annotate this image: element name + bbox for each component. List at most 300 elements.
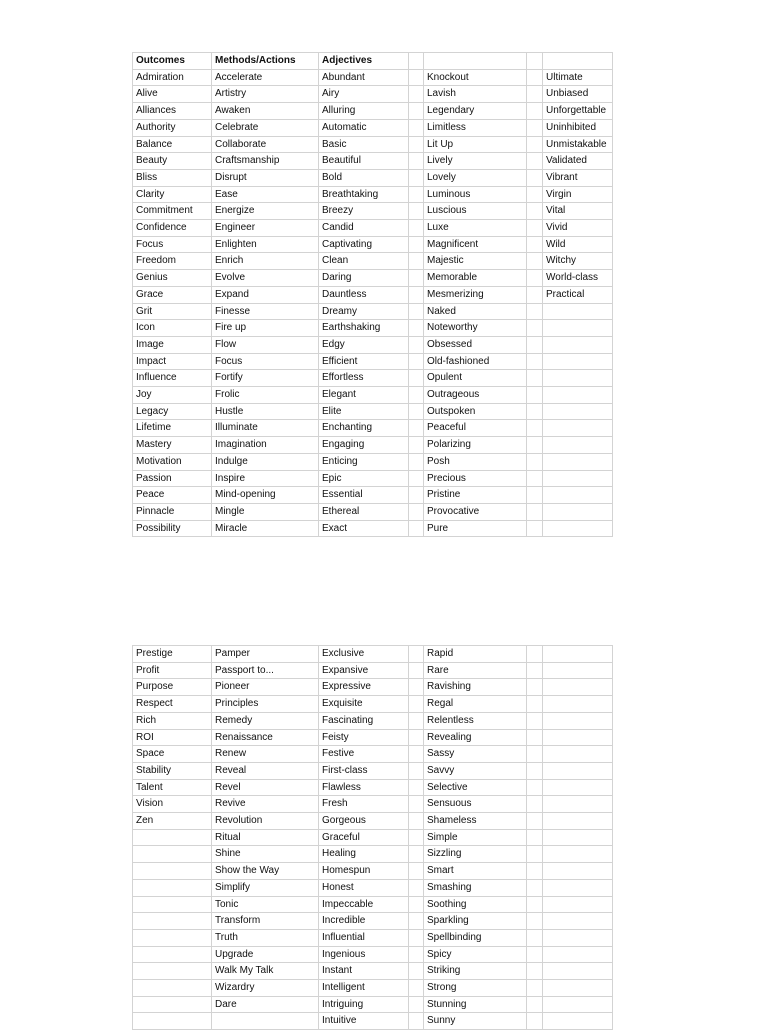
table-cell (409, 779, 424, 796)
table-cell (409, 503, 424, 520)
table-cell: Bliss (133, 169, 212, 186)
table-cell (527, 303, 543, 320)
table-cell: Enticing (319, 453, 409, 470)
table-cell: Lavish (424, 86, 527, 103)
table-cell: Breathtaking (319, 186, 409, 203)
table-cell: Unforgettable (543, 103, 613, 120)
table-cell (409, 169, 424, 186)
table-cell: Soothing (424, 896, 527, 913)
table-cell: Luminous (424, 186, 527, 203)
table-cell (409, 879, 424, 896)
table-cell (409, 796, 424, 813)
table-cell (527, 169, 543, 186)
table-row (133, 846, 613, 863)
table-cell (543, 370, 613, 387)
table-cell: Unbiased (543, 86, 613, 103)
table-cell: Commitment (133, 203, 212, 220)
table-cell: Festive (319, 746, 409, 763)
table-cell (409, 353, 424, 370)
table-cell (133, 996, 212, 1013)
table-row (133, 996, 613, 1013)
table-cell: Indulge (212, 453, 319, 470)
table-cell: Provocative (424, 503, 527, 520)
table-cell (409, 69, 424, 86)
table-cell: Fresh (319, 796, 409, 813)
table-cell: Spicy (424, 946, 527, 963)
table-cell (527, 119, 543, 136)
table-cell (409, 980, 424, 997)
table-cell (527, 996, 543, 1013)
table-cell: Possibility (133, 520, 212, 537)
table-cell (409, 136, 424, 153)
table-cell (409, 203, 424, 220)
table-cell (409, 437, 424, 454)
table-cell (527, 896, 543, 913)
table-cell (527, 813, 543, 830)
table-cell (409, 646, 424, 663)
table-row (133, 420, 613, 437)
table-row (133, 913, 613, 930)
table-cell: Outspoken (424, 403, 527, 420)
table-cell: Collaborate (212, 136, 319, 153)
table-cell: Walk My Talk (212, 963, 319, 980)
table-cell (543, 896, 613, 913)
table-cell (133, 896, 212, 913)
table-cell (409, 420, 424, 437)
table-cell: Sunny (424, 1013, 527, 1030)
table-cell: Rapid (424, 646, 527, 663)
table-row (133, 320, 613, 337)
table-cell: Effortless (319, 370, 409, 387)
table-cell: Shine (212, 846, 319, 863)
table-cell: Finesse (212, 303, 319, 320)
table-cell: Space (133, 746, 212, 763)
table-cell (543, 779, 613, 796)
table-cell: Selective (424, 779, 527, 796)
table-row (133, 762, 613, 779)
table-cell (527, 662, 543, 679)
table-cell: Lit Up (424, 136, 527, 153)
table-cell: Disrupt (212, 169, 319, 186)
table-cell: Alliances (133, 103, 212, 120)
table-cell: Mesmerizing (424, 286, 527, 303)
table-cell: ROI (133, 729, 212, 746)
table-cell: Earthshaking (319, 320, 409, 337)
table-cell (133, 1013, 212, 1030)
table-cell (409, 487, 424, 504)
table-row (133, 270, 613, 287)
table-cell: Beauty (133, 153, 212, 170)
table-cell (409, 896, 424, 913)
table-cell: Energize (212, 203, 319, 220)
table-cell (527, 320, 543, 337)
table-cell (409, 813, 424, 830)
table-cell (527, 136, 543, 153)
table-cell (409, 320, 424, 337)
table-cell: Wild (543, 236, 613, 253)
table-cell (527, 336, 543, 353)
table-row (133, 203, 613, 220)
table-cell (527, 103, 543, 120)
table-cell: Alive (133, 86, 212, 103)
table-cell (543, 336, 613, 353)
table-cell (527, 286, 543, 303)
table-cell (543, 762, 613, 779)
table-row (133, 103, 613, 120)
table-cell: Beautiful (319, 153, 409, 170)
table-row (133, 336, 613, 353)
table-cell (543, 453, 613, 470)
table-cell (543, 829, 613, 846)
table-cell (133, 929, 212, 946)
table-cell (527, 746, 543, 763)
table-row (133, 980, 613, 997)
table-cell (409, 696, 424, 713)
table-cell: Feisty (319, 729, 409, 746)
table-cell (409, 712, 424, 729)
table-cell: Engaging (319, 437, 409, 454)
table-row (133, 353, 613, 370)
table-cell (133, 980, 212, 997)
table-cell: Breezy (319, 203, 409, 220)
table-cell (409, 119, 424, 136)
table-cell: Mastery (133, 437, 212, 454)
table-cell (527, 846, 543, 863)
table-cell: First-class (319, 762, 409, 779)
table-row (133, 696, 613, 713)
table-cell: Frolic (212, 387, 319, 404)
table-cell: Dauntless (319, 286, 409, 303)
table-cell (543, 846, 613, 863)
table-cell: Virgin (543, 186, 613, 203)
table-cell (527, 879, 543, 896)
table-cell (543, 403, 613, 420)
table-cell (409, 186, 424, 203)
table-cell: Ease (212, 186, 319, 203)
table-cell (133, 946, 212, 963)
table-cell: Principles (212, 696, 319, 713)
table-row (133, 186, 613, 203)
table-cell (527, 980, 543, 997)
table-cell (527, 913, 543, 930)
table-cell (543, 863, 613, 880)
table-cell (527, 646, 543, 663)
table-cell (133, 963, 212, 980)
table-cell: Talent (133, 779, 212, 796)
table-cell (409, 863, 424, 880)
table-header-row (133, 53, 613, 70)
table-cell: Revealing (424, 729, 527, 746)
table-row (133, 779, 613, 796)
table-cell: Graceful (319, 829, 409, 846)
table-cell: Revive (212, 796, 319, 813)
table-cell (409, 303, 424, 320)
table-cell: Craftsmanship (212, 153, 319, 170)
table-cell: Bold (319, 169, 409, 186)
table-cell: Captivating (319, 236, 409, 253)
table-cell (409, 387, 424, 404)
table-cell: Posh (424, 453, 527, 470)
table-cell: Polarizing (424, 437, 527, 454)
table-row (133, 303, 613, 320)
table-cell: Sensuous (424, 796, 527, 813)
table-cell (527, 679, 543, 696)
table-cell (543, 520, 613, 537)
table-row (133, 963, 613, 980)
table-cell: Vision (133, 796, 212, 813)
table-cell: Epic (319, 470, 409, 487)
table-cell (527, 220, 543, 237)
table-row (133, 236, 613, 253)
table-cell: Evolve (212, 270, 319, 287)
table-cell: Striking (424, 963, 527, 980)
table-cell: Flow (212, 336, 319, 353)
table-cell (409, 1013, 424, 1030)
table-cell: Vital (543, 203, 613, 220)
table-row (133, 387, 613, 404)
table-cell (527, 470, 543, 487)
table-cell: Knockout (424, 69, 527, 86)
table-row (133, 503, 613, 520)
table-cell (527, 403, 543, 420)
table-cell: Lifetime (133, 420, 212, 437)
table-cell: Focus (212, 353, 319, 370)
table-cell (409, 220, 424, 237)
table-row (133, 679, 613, 696)
table-cell (527, 153, 543, 170)
table-cell: Alluring (319, 103, 409, 120)
table-cell: Motivation (133, 453, 212, 470)
table-row (133, 796, 613, 813)
table-row (133, 879, 613, 896)
table-cell (527, 353, 543, 370)
column-header: Adjectives (319, 53, 409, 70)
table-cell: Uninhibited (543, 119, 613, 136)
table-cell (409, 403, 424, 420)
table-cell (543, 913, 613, 930)
table-cell: Sizzling (424, 846, 527, 863)
table-cell (543, 746, 613, 763)
table-cell: Balance (133, 136, 212, 153)
table-cell: Joy (133, 387, 212, 404)
column-header (543, 53, 613, 70)
table-row (133, 829, 613, 846)
table-cell (527, 253, 543, 270)
table-cell (543, 470, 613, 487)
table-cell: Luxe (424, 220, 527, 237)
table-cell: Artistry (212, 86, 319, 103)
table-cell: Smart (424, 863, 527, 880)
table-cell: Show the Way (212, 863, 319, 880)
table-cell (527, 186, 543, 203)
table-cell (527, 387, 543, 404)
table-cell: Validated (543, 153, 613, 170)
table-cell: Mind-opening (212, 487, 319, 504)
table-cell: Peace (133, 487, 212, 504)
table-cell (409, 520, 424, 537)
table-cell: Magnificent (424, 236, 527, 253)
table-cell: Vivid (543, 220, 613, 237)
table-cell: Lovely (424, 169, 527, 186)
table-cell (409, 929, 424, 946)
table-cell: Grace (133, 286, 212, 303)
table-cell: Miracle (212, 520, 319, 537)
table-cell: Ethereal (319, 503, 409, 520)
table-cell (409, 996, 424, 1013)
table-cell: Celebrate (212, 119, 319, 136)
table-cell: Simplify (212, 879, 319, 896)
table-cell (409, 370, 424, 387)
table-cell: Fire up (212, 320, 319, 337)
table-cell (409, 662, 424, 679)
table-cell: Illuminate (212, 420, 319, 437)
table-cell: Dare (212, 996, 319, 1013)
table-cell: Transform (212, 913, 319, 930)
table-row (133, 253, 613, 270)
table-cell (409, 729, 424, 746)
table-cell: Healing (319, 846, 409, 863)
table-cell (409, 103, 424, 120)
table-cell (527, 203, 543, 220)
table-cell (543, 963, 613, 980)
table-cell: Expressive (319, 679, 409, 696)
table-cell: Imagination (212, 437, 319, 454)
table-cell (212, 1013, 319, 1030)
table-cell: Genius (133, 270, 212, 287)
table-cell: Sparkling (424, 913, 527, 930)
column-header (409, 53, 424, 70)
table-cell (527, 863, 543, 880)
table-cell: Homespun (319, 863, 409, 880)
table-cell: Elite (319, 403, 409, 420)
table-cell: Ingenious (319, 946, 409, 963)
table-cell: Wizardry (212, 980, 319, 997)
table-cell: Engineer (212, 220, 319, 237)
table-cell (543, 487, 613, 504)
table-cell (527, 796, 543, 813)
table-cell (527, 929, 543, 946)
table-cell (527, 712, 543, 729)
table-cell: Elegant (319, 387, 409, 404)
table-cell (409, 679, 424, 696)
table-cell (133, 879, 212, 896)
table-cell: Image (133, 336, 212, 353)
table-cell (543, 387, 613, 404)
table-cell (133, 913, 212, 930)
word-table-2 (132, 645, 613, 1030)
table-cell: Awaken (212, 103, 319, 120)
table-cell (409, 470, 424, 487)
table-cell: Revolution (212, 813, 319, 830)
table-cell (543, 813, 613, 830)
table-row (133, 403, 613, 420)
table-cell: Legendary (424, 103, 527, 120)
table-cell: Shameless (424, 813, 527, 830)
table-row (133, 746, 613, 763)
table-cell: Renew (212, 746, 319, 763)
table-cell (409, 746, 424, 763)
table-cell: Pioneer (212, 679, 319, 696)
table-cell: Rich (133, 712, 212, 729)
table-cell: Honest (319, 879, 409, 896)
table-cell: Impeccable (319, 896, 409, 913)
table-row (133, 437, 613, 454)
table-cell: Stability (133, 762, 212, 779)
table-row (133, 896, 613, 913)
table-cell: Inspire (212, 470, 319, 487)
column-header: Outcomes (133, 53, 212, 70)
table-cell: Enchanting (319, 420, 409, 437)
table-cell (133, 846, 212, 863)
table-cell: Ravishing (424, 679, 527, 696)
table-cell (527, 779, 543, 796)
table-cell (543, 879, 613, 896)
table-cell: World-class (543, 270, 613, 287)
table-cell (409, 762, 424, 779)
table-cell: Incredible (319, 913, 409, 930)
table-cell: Tonic (212, 896, 319, 913)
table-cell: Passion (133, 470, 212, 487)
table-cell (409, 829, 424, 846)
table-row (133, 646, 613, 663)
table-cell: Old-fashioned (424, 353, 527, 370)
table-cell: Luscious (424, 203, 527, 220)
table-cell: Stunning (424, 996, 527, 1013)
table-cell: Zen (133, 813, 212, 830)
table-cell: Authority (133, 119, 212, 136)
word-table-1 (132, 52, 613, 537)
word-table-1-body (133, 53, 613, 537)
table-cell: Pristine (424, 487, 527, 504)
table-cell: Respect (133, 696, 212, 713)
table-cell: Noteworthy (424, 320, 527, 337)
table-cell (527, 270, 543, 287)
table-cell (543, 729, 613, 746)
table-cell: Regal (424, 696, 527, 713)
table-cell (527, 829, 543, 846)
table-cell (409, 286, 424, 303)
table-cell (409, 270, 424, 287)
table-cell (543, 303, 613, 320)
table-row (133, 220, 613, 237)
table-cell: Expansive (319, 662, 409, 679)
table-cell: Accelerate (212, 69, 319, 86)
table-cell: Reveal (212, 762, 319, 779)
table-cell (527, 520, 543, 537)
table-cell: Edgy (319, 336, 409, 353)
table-row (133, 470, 613, 487)
table-cell (133, 829, 212, 846)
table-cell: Pamper (212, 646, 319, 663)
table-cell: Basic (319, 136, 409, 153)
table-cell: Vibrant (543, 169, 613, 186)
table-cell: Intriguing (319, 996, 409, 1013)
table-cell (543, 946, 613, 963)
table-cell: Clarity (133, 186, 212, 203)
word-table-2-body (133, 646, 613, 1030)
table-cell: Admiration (133, 69, 212, 86)
table-row (133, 662, 613, 679)
table-cell (543, 796, 613, 813)
table-cell: Automatic (319, 119, 409, 136)
table-row (133, 136, 613, 153)
table-cell: Limitless (424, 119, 527, 136)
table-cell: Freedom (133, 253, 212, 270)
table-cell: Intelligent (319, 980, 409, 997)
table-cell: Memorable (424, 270, 527, 287)
table-cell: Peaceful (424, 420, 527, 437)
table-cell: Legacy (133, 403, 212, 420)
